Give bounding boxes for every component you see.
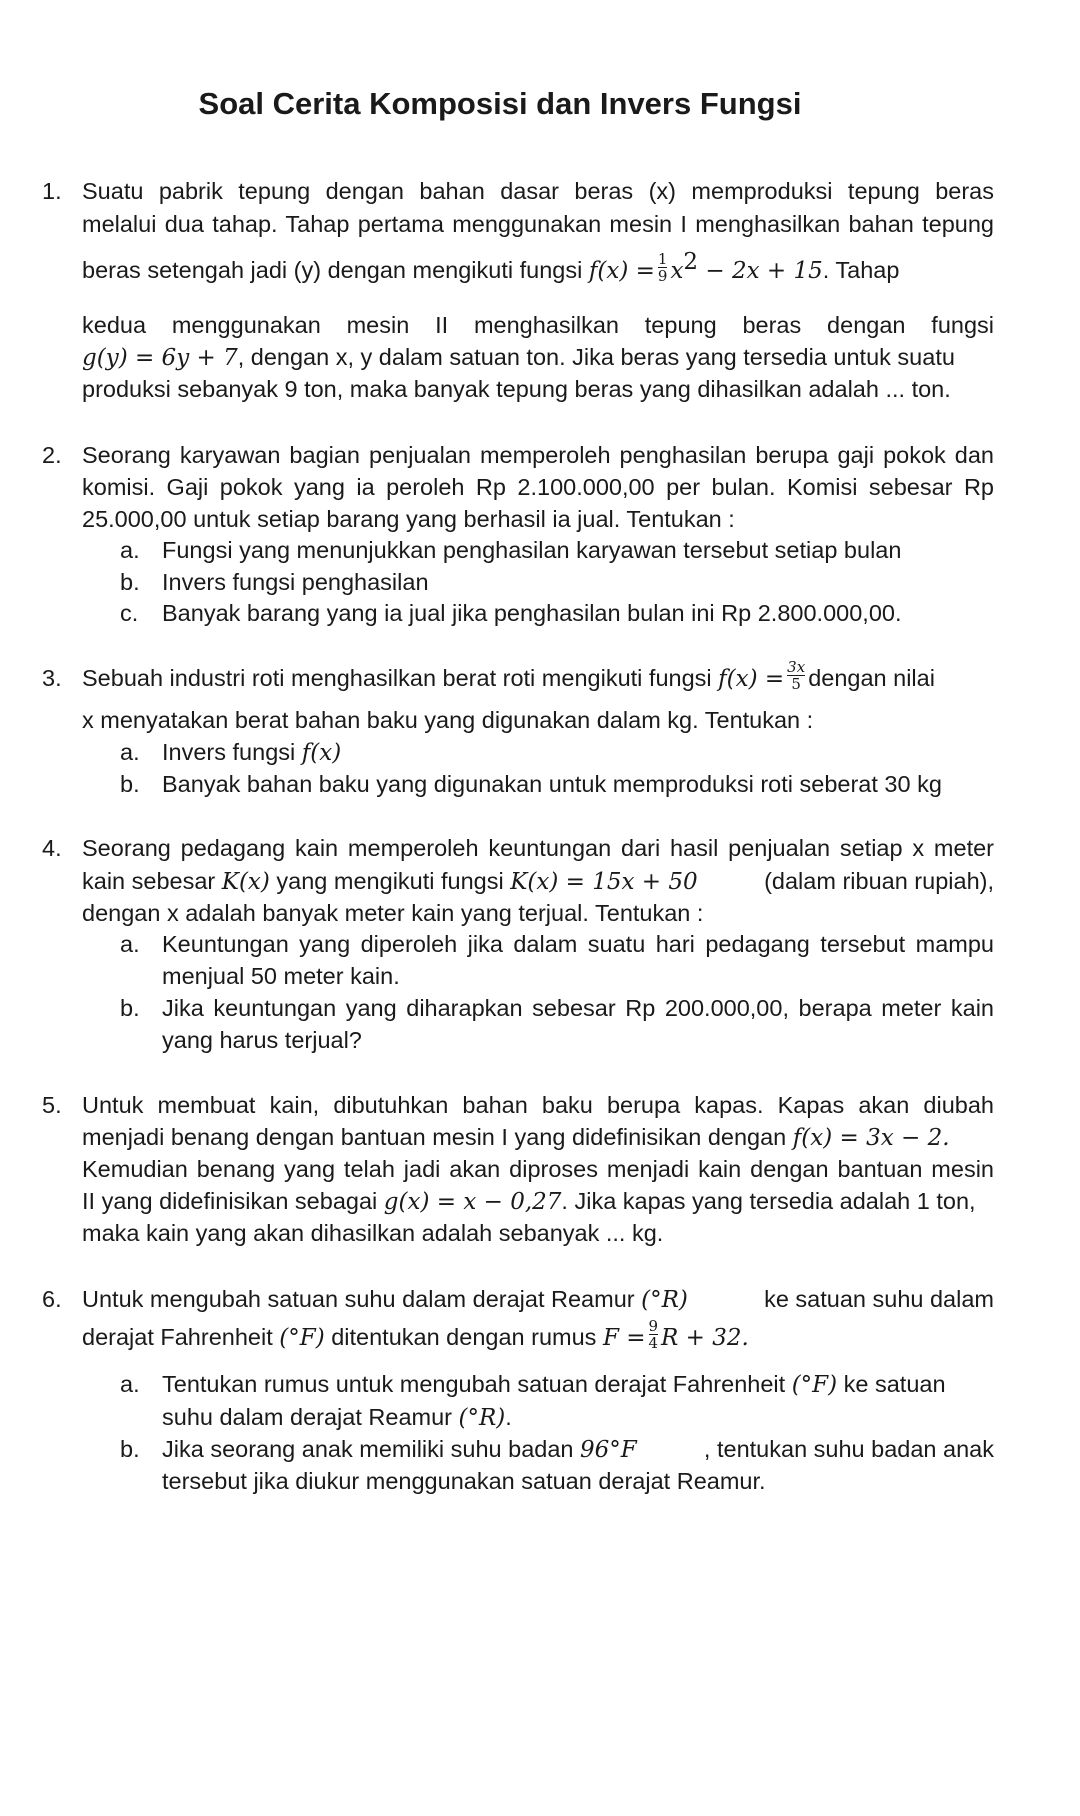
fraction (658, 251, 668, 284)
sub-item-label: a. (120, 1371, 140, 1397)
question-number: 5. (42, 1092, 62, 1118)
text-segment: Sebuah industri roti menghasilkan berat roti mengikuti fungsi (82, 665, 719, 691)
sub-item-text: Fungsi yang menunjukkan penghasilan karyawan tersebut setiap bulan (162, 537, 902, 563)
question-text-line (82, 247, 899, 288)
fraction (649, 1318, 659, 1351)
sub-item-text: Banyak barang yang ia jual jika penghasilan bulan ini Rp 2.800.000,00. (162, 600, 902, 626)
math-expression: R + 32. (661, 1325, 749, 1351)
question-number: 1. (42, 178, 62, 204)
question-text-line: melalui dua tahap. Tahap pertama menggunakan mesin I menghasilkan bahan tepung (82, 211, 994, 237)
sub-item-label: c. (120, 600, 139, 626)
text-segment: dengan nilai (808, 665, 935, 691)
sub-item-label: b. (120, 995, 140, 1021)
text-group (82, 866, 698, 897)
question-text-line (82, 1186, 976, 1217)
text-segment: ke satuan (837, 1371, 946, 1397)
fraction-numerator: 3x (787, 658, 806, 677)
text-segment: derajat Fahrenheit (82, 1324, 280, 1350)
question-text-line: Untuk membuat kain, dibutuhkan bahan baku berupa kapas. Kapas akan diubah (82, 1092, 994, 1118)
text-segment: , dengan x, y dalam satuan ton. Jika beras yang tersedia untuk suatu (237, 344, 955, 370)
math-expression: K(x) (221, 869, 270, 895)
sub-item-text: tersebut jika diukur menggunakan satuan derajat Reamur. (162, 1468, 766, 1494)
text-segment: Untuk mengubah satuan suhu dalam derajat Reamur (82, 1286, 642, 1312)
text-segment: (dalam ribuan rupiah), (764, 868, 994, 894)
question-text-line: x menyatakan berat bahan baku yang digunakan dalam kg. Tentukan : (82, 707, 814, 733)
question-text-line: maka kain yang akan dihasilkan adalah sebanyak ... kg. (82, 1220, 664, 1246)
math-expression: g(x) = x − 0,27 (383, 1189, 562, 1215)
sub-item-text (162, 737, 341, 768)
question-number: 2. (42, 442, 62, 468)
math-expression: (°R) (641, 1287, 688, 1313)
text-segment: beras setengah jadi (y) dengan mengikuti fungsi (82, 256, 589, 283)
sub-item-label: b. (120, 771, 140, 797)
text-segment: II yang didefinisikan sebagai (82, 1188, 384, 1214)
question-text-line: 25.000,00 untuk setiap barang yang berhasil ia jual. Tentukan : (82, 506, 735, 532)
math-expression: g(y) = 6y + 7 (82, 345, 238, 371)
fraction-numerator: 9 (648, 1317, 659, 1336)
question-text-line: komisi. Gaji pokok yang ia peroleh Rp 2.100.000,00 per bulan. Komisi sebesar Rp (82, 474, 994, 500)
text-segment: Tentukan rumus untuk mengubah satuan derajat Fahrenheit (162, 1371, 792, 1397)
math-expression: 96°F (580, 1437, 637, 1463)
question-text-line (82, 1284, 994, 1315)
question-text-line: dengan x adalah banyak meter kain yang terjual. Tentukan : (82, 900, 704, 926)
math-expression: (°R) (458, 1405, 506, 1431)
text-segment: Jika seorang anak memiliki suhu badan (162, 1436, 581, 1462)
math-expression: F = (602, 1325, 646, 1351)
page-title: Soal Cerita Komposisi dan Invers Fungsi (198, 86, 802, 121)
fraction-denominator: 4 (648, 1334, 659, 1353)
sub-item-text: Jika keuntungan yang diharapkan sebesar Rp 200.000,00, berapa meter kain (162, 995, 994, 1021)
question-text-line: Suatu pabrik tepung dengan bahan dasar beras (x) memproduksi tepung beras (82, 178, 994, 204)
sub-item-label: a. (120, 537, 140, 563)
text-segment: menjadi benang dengan bantuan mesin I yang didefinisikan dengan (82, 1124, 793, 1150)
sub-item-text: Keuntungan yang diperoleh jika dalam suatu hari pedagang tersebut mampu (162, 931, 994, 957)
text-segment: . (505, 1404, 512, 1430)
math-expression: K(x) = 15x + 50 (510, 869, 698, 895)
sub-item-text: menjual 50 meter kain. (162, 963, 400, 989)
question-text-line (82, 1317, 749, 1355)
math-expression: f(x) = (718, 666, 785, 692)
text-group (162, 1434, 637, 1465)
sub-item-label: a. (120, 739, 140, 765)
fraction-numerator: 1 (657, 250, 668, 269)
sub-item-label: b. (120, 1436, 140, 1462)
question-number: 6. (42, 1286, 62, 1312)
question-number: 4. (42, 835, 62, 861)
text-segment: . Tahap (822, 256, 900, 283)
question-text-line: Seorang pedagang kain memperoleh keuntungan dari hasil penjualan setiap x meter (82, 835, 994, 861)
text-segment: kain sebesar (82, 868, 222, 894)
fraction (787, 659, 805, 692)
question-text-line (82, 658, 935, 696)
sub-item-text (162, 1369, 946, 1400)
sub-item-label: a. (120, 931, 140, 957)
text-segment: , tentukan suhu badan anak (703, 1436, 994, 1462)
math-expression: f(x) = (588, 257, 655, 284)
fraction-denominator: 9 (657, 267, 668, 286)
question-text-line: kedua menggunakan mesin II menghasilkan tepung beras dengan fungsi (82, 312, 994, 338)
text-segment: Invers fungsi (162, 739, 302, 765)
sub-item-text (162, 1402, 512, 1433)
sub-item-label: b. (120, 569, 140, 595)
math-expression: (°F) (279, 1325, 325, 1351)
sub-item-text: Invers fungsi penghasilan (162, 569, 429, 595)
text-segment: ke satuan suhu dalam (764, 1286, 994, 1312)
question-text-line: Seorang karyawan bagian penjualan memperoleh penghasilan berupa gaji pokok dan (82, 442, 994, 468)
math-expression: x (670, 257, 684, 284)
question-text-line: produksi sebanyak 9 ton, maka banyak tepung beras yang dihasilkan adalah ... ton. (82, 376, 951, 402)
question-text-line (82, 866, 994, 897)
text-segment: . Jika kapas yang tersedia adalah 1 ton, (561, 1188, 976, 1214)
question-text-line (82, 1122, 950, 1153)
math-expression: f(x) (301, 740, 342, 766)
math-expression: (°F) (791, 1372, 838, 1398)
fraction-denominator: 5 (787, 675, 805, 692)
math-expression: f(x) = 3x − 2. (792, 1125, 950, 1151)
sub-item-text: Banyak bahan baku yang digunakan untuk memproduksi roti seberat 30 kg (162, 771, 942, 797)
sub-item-text (162, 1434, 994, 1465)
question-number: 3. (42, 665, 62, 691)
math-exponent: 2 (683, 249, 699, 275)
text-segment: yang mengikuti fungsi (269, 868, 511, 894)
text-group (82, 1284, 688, 1315)
sub-item-text: yang harus terjual? (162, 1027, 362, 1053)
question-text-line (82, 342, 955, 373)
text-segment: ditentukan dengan rumus (324, 1324, 603, 1350)
math-expression: − 2x + 15 (698, 257, 823, 284)
question-text-line: Kemudian benang yang telah jadi akan diproses menjadi kain dengan bantuan mesin (82, 1156, 994, 1182)
text-segment: suhu dalam derajat Reamur (162, 1404, 459, 1430)
